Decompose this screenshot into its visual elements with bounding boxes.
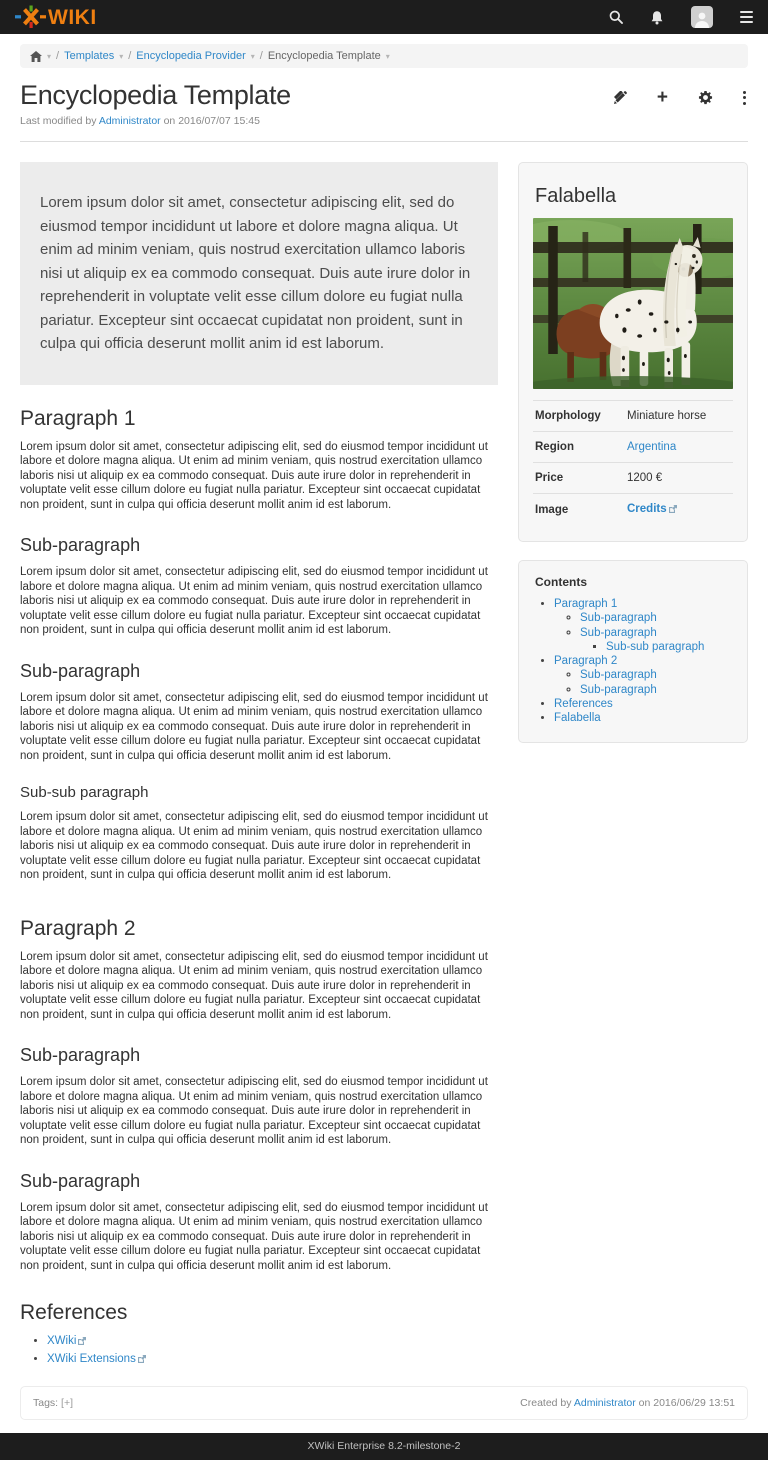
last-modified-meta [0,111,768,127]
reference-link-xwiki-extensions[interactable]: XWiki Extensions [47,1353,136,1365]
list-item [554,654,733,697]
top-navbar [0,0,768,34]
references-list [20,1334,498,1368]
app-footer [0,1433,768,1460]
xwiki-logo[interactable] [15,5,103,29]
created-user-link[interactable]: Administrator [573,1397,636,1409]
add-page-plus-icon[interactable]: + [656,86,668,108]
breadcrumb-item-encyclopedia-provider[interactable]: Encyclopedia Provider [136,50,246,62]
section-body: Lorem ipsum dolor sit amet, consectetur adipiscing elit, sed do eiusmod tempor incididunt ut labore et dolore magna aliqua. Ut enim ad minim veniam, quis nostrud exercitation ullamco laboris nisi ut aliquip ex ea commodo consequat. Duis aute irure dolor in reprehenderit in voluptate velit esse cillum dolore eu fugiat nulla pariatur. Excepteur sint occaecat cupidatat non proident, sunt in culpa qui officia deserunt mollit anim id est laborum. [20,950,488,1021]
row-label: Price [535,472,564,484]
list-item [580,626,733,655]
right-panels [518,162,748,761]
row-value: Miniature horse [627,410,707,422]
section-heading-sub-sub-paragraph: Sub-sub paragraph [20,784,149,801]
list-item [554,697,733,711]
table-row [533,462,733,493]
table-row [533,493,733,525]
external-link-icon [138,1354,146,1366]
more-actions-icon[interactable] [743,91,746,105]
section-heading-sub-paragraph: Sub-paragraph [20,1170,141,1191]
row-value: 1200 € [627,472,663,484]
list-item [47,1334,498,1350]
table-row [533,400,733,431]
list-item [580,668,733,682]
modified-suffix: on 2016/07/07 15:45 [163,115,260,127]
region-link[interactable]: Argentina [627,441,677,453]
infobox-title: Falabella [535,185,617,207]
svg-text:WIKI: WIKI [48,6,97,29]
caret-down-icon[interactable]: ▾ [250,51,255,61]
user-avatar[interactable] [691,6,713,28]
row-label: Image [535,503,569,516]
list-item [580,611,733,625]
list-item [580,683,733,697]
external-link-icon [669,504,677,516]
breadcrumb-separator: / [56,50,60,62]
credits-link[interactable]: Credits [627,503,667,515]
breadcrumb-separator: / [259,50,263,62]
infobox-table [533,400,733,525]
table-row [533,431,733,462]
created-suffix: on 2016/06/29 13:51 [638,1397,735,1409]
section-body: Lorem ipsum dolor sit amet, consectetur adipiscing elit, sed do eiusmod tempor incididunt ut labore et dolore magna aliqua. Ut enim ad minim veniam, quis nostrud exercitation ullamco laboris nisi ut aliquip ex ea commodo consequat. Duis aute irure dolor in reprehenderit in voluptate velit esse cillum dolore eu fugiat nulla pariatur. Excepteur sint occaecat cupidatat non proident, sunt in culpa qui officia deserunt mollit anim id est laborum. [20,440,488,511]
toc-link-paragraph-2[interactable]: Paragraph 2 [554,655,618,668]
breadcrumb-home-icon[interactable] [30,51,42,62]
contents-title: Contents [535,575,587,589]
toc-link-sub-sub-paragraph[interactable]: Sub-sub paragraph [606,640,705,653]
caret-down-icon[interactable]: ▾ [47,51,52,61]
toc-link-sub-paragraph[interactable]: Sub-paragraph [580,683,657,696]
list-item [606,640,733,654]
notifications-bell-icon[interactable] [650,10,664,25]
page-title: Encyclopedia Template [20,80,291,110]
modified-user-link[interactable]: Administrator [98,115,161,127]
section-heading-paragraph-2: Paragraph 2 [20,916,136,940]
tags-label: Tags: [33,1397,59,1409]
external-link-icon [78,1336,86,1348]
add-tag-button[interactable]: [+] [61,1397,73,1409]
edit-pencil-icon[interactable] [613,91,627,105]
breadcrumb-item-current: Encyclopedia Template [267,50,381,62]
created-prefix: Created by [520,1397,572,1409]
xwiki-logo-icon [15,5,103,29]
user-silhouette-icon [693,10,711,28]
summary-box: Lorem ipsum dolor sit amet, consectetur adipiscing elit, sed do eiusmod tempor incididunt ut labore et dolore magna aliqua. Ut enim ad minim veniam, quis nostrud exercitation ullamco laboris nisi ut aliquip ex ea commodo consequat. Duis aute irure dolor in reprehenderit in voluptate velit esse cillum dolore eu fugiat nulla pariatur. Excepteur sint occaecat cupidatat non proident, sunt in culpa qui officia deserunt mollit anim id est laborum. [20,162,498,385]
version-text: XWiki Enterprise 8.2-milestone-2 [307,1440,461,1452]
modified-prefix: Last modified by [20,115,97,127]
search-icon[interactable] [609,10,623,24]
row-label: Morphology [535,410,601,422]
breadcrumb-separator: / [128,50,132,62]
toc-link-sub-paragraph[interactable]: Sub-paragraph [580,612,657,625]
toc-link-sub-paragraph[interactable]: Sub-paragraph [580,669,657,682]
document-footer-bar [20,1386,748,1420]
list-item [554,711,733,725]
section-body: Lorem ipsum dolor sit amet, consectetur adipiscing elit, sed do eiusmod tempor incididunt ut labore et dolore magna aliqua. Ut enim ad minim veniam, quis nostrud exercitation ullamco laboris nisi ut aliquip ex ea commodo consequat. Duis aute irure dolor in reprehenderit in voluptate velit esse cillum dolore eu fugiat nulla pariatur. Excepteur sint occaecat cupidatat non proident, sunt in culpa qui officia deserunt mollit anim id est laborum. [20,811,488,881]
list-item [554,597,733,654]
settings-gear-icon[interactable] [698,90,713,105]
toc-link-references[interactable]: References [554,698,613,711]
section-body: Lorem ipsum dolor sit amet, consectetur adipiscing elit, sed do eiusmod tempor incididunt ut labore et dolore magna aliqua. Ut enim ad minim veniam, quis nostrud exercitation ullamco laboris nisi ut aliquip ex ea commodo consequat. Duis aute irure dolor in reprehenderit in voluptate velit esse cillum dolore eu fugiat nulla pariatur. Excepteur sint occaecat cupidatat non proident, sunt in culpa qui officia deserunt mollit anim id est laborum. [20,566,488,636]
section-heading-sub-paragraph: Sub-paragraph [20,1045,141,1065]
falabella-photo [533,218,733,389]
document-content [20,162,498,1370]
breadcrumb [20,44,748,68]
contents-panel [518,560,748,743]
menu-drawer-icon[interactable] [740,11,753,24]
toc-link-paragraph-1[interactable]: Paragraph 1 [554,598,618,610]
caret-down-icon[interactable]: ▾ [385,51,390,61]
section-heading-sub-paragraph: Sub-paragraph [20,660,141,681]
section-heading-references: References [20,1301,128,1324]
reference-link-xwiki[interactable]: XWiki [47,1335,77,1347]
toc-link-sub-paragraph[interactable]: Sub-paragraph [580,626,657,639]
breadcrumb-item-templates[interactable]: Templates [64,50,115,62]
caret-down-icon[interactable]: ▾ [119,51,124,61]
section-body: Lorem ipsum dolor sit amet, consectetur adipiscing elit, sed do eiusmod tempor incididunt ut labore et dolore magna aliqua. Ut enim ad minim veniam, quis nostrud exercitation ullamco laboris nisi ut aliquip ex ea commodo consequat. Duis aute irure dolor in reprehenderit in voluptate velit esse cillum dolore eu fugiat nulla pariatur. Excepteur sint occaecat cupidatat non proident, sunt in culpa qui officia deserunt mollit anim id est laborum. [20,691,488,762]
list-item [47,1352,498,1368]
row-label: Region [535,441,574,453]
section-heading-paragraph-1: Paragraph 1 [20,406,136,430]
toc-link-falabella[interactable]: Falabella [554,712,601,725]
section-body: Lorem ipsum dolor sit amet, consectetur adipiscing elit, sed do eiusmod tempor incididunt ut labore et dolore magna aliqua. Ut enim ad minim veniam, quis nostrud exercitation ullamco laboris nisi ut aliquip ex ea commodo consequat. Duis aute irure dolor in reprehenderit in voluptate velit esse cillum dolore eu fugiat nulla pariatur. Excepteur sint occaecat cupidatat non proident, sunt in culpa qui officia deserunt mollit anim id est laborum. [20,1201,488,1272]
section-heading-sub-paragraph: Sub-paragraph [20,535,141,555]
infobox-card-falabella [518,162,748,542]
section-body: Lorem ipsum dolor sit amet, consectetur adipiscing elit, sed do eiusmod tempor incididunt ut labore et dolore magna aliqua. Ut enim ad minim veniam, quis nostrud exercitation ullamco laboris nisi ut aliquip ex ea commodo consequat. Duis aute irure dolor in reprehenderit in voluptate velit esse cillum dolore eu fugiat nulla pariatur. Excepteur sint occaecat cupidatat non proident, sunt in culpa qui officia deserunt mollit anim id est laborum. [20,1076,488,1146]
created-meta [520,1397,735,1409]
